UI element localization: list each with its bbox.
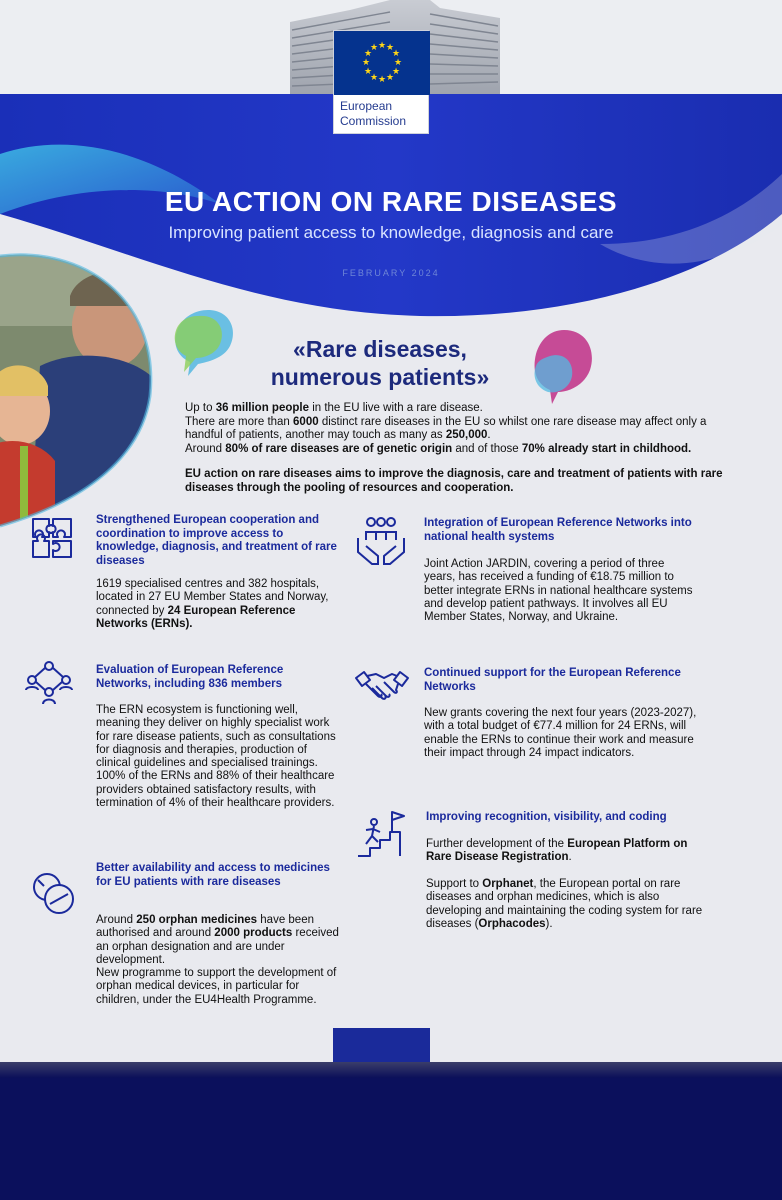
section-title-recognition: Improving recognition, visibility, and coding — [426, 811, 667, 823]
section-title-support: Continued support for the European Reference Networks — [424, 667, 681, 693]
svg-text:★: ★ — [391, 67, 401, 77]
pills-icon — [30, 870, 76, 916]
section-body-integration: Joint Action JARDIN, covering a period of three years, has received a funding of €18.75 million to better integrate ERNs in national healthcare systems and develop patient pathways. It involves all EU Member States, Norway, and Ukraine. — [424, 558, 693, 624]
publication-date: FEBRUARY 2024 — [342, 268, 440, 278]
puzzle-icon — [30, 516, 74, 560]
section-title-evaluation: Evaluation of European Reference Networks, including 836 members — [96, 664, 284, 690]
page-subtitle: Improving patient access to knowledge, diagnosis and care — [168, 223, 614, 242]
network-people-icon — [24, 660, 74, 706]
section-title-medicines: Better availability and access to medicines for EU patients with rare diseases — [96, 862, 330, 888]
svg-text:★: ★ — [377, 75, 387, 85]
logo-text — [340, 99, 426, 129]
page-title: EU ACTION ON RARE DISEASES — [164, 186, 618, 217]
european-commission-logo — [333, 30, 429, 134]
intro-paragraph-3: Around 80% of rare diseases are of genetic origin and of those 70% already start in childhood. — [185, 442, 692, 455]
intro-text — [185, 402, 745, 495]
section-title-strengthened: Strengthened European cooperation and coordination to improve access to knowledge, diagnosis, and treatment of rare diseases — [96, 514, 337, 567]
bottom-band — [0, 1078, 782, 1200]
logo-line-1: European — [340, 99, 393, 113]
svg-text:★: ★ — [385, 43, 395, 53]
section-body-strengthened: 1619 specialised centres and 382 hospitals, located in 27 EU Member States and Norway, connected by 24 European Reference Networks (ERNs). — [96, 578, 329, 630]
family-photo — [0, 236, 160, 536]
speech-bubble-pink-icon — [528, 326, 598, 406]
quote-line-2: numerous patients» — [270, 364, 490, 390]
hands-people-icon — [356, 516, 406, 568]
page-shadow — [0, 1062, 782, 1078]
speech-bubble-green-icon — [168, 306, 240, 378]
svg-text:★: ★ — [361, 58, 371, 68]
section-body-recognition-1: Further development of the European Platform on Rare Disease Registration. — [426, 838, 688, 864]
intro-paragraph-1: Up to 36 million people in the EU live with a rare disease. — [185, 402, 483, 414]
svg-text:★: ★ — [363, 67, 373, 77]
svg-text:★: ★ — [393, 58, 403, 68]
footer-tab — [333, 1028, 430, 1062]
section-title-integration: Integration of European Reference Networks into national health systems — [424, 517, 692, 543]
stairs-flag-icon — [356, 808, 406, 858]
section-body-medicines: Around 250 orphan medicines have been authorised and around 2000 products received an orphan designation and are under development. New programme to support the development of orphan medical devices, in particular for children, under the EU4Health Programme. — [96, 914, 339, 1006]
eu-flag-icon — [334, 31, 430, 95]
logo-line-2: Commission — [340, 114, 407, 128]
svg-text:★: ★ — [363, 49, 373, 59]
quote-line-1: «Rare diseases, — [293, 336, 467, 362]
handshake-icon — [354, 666, 410, 706]
quote-heading — [250, 335, 510, 391]
intro-paragraph-2: There are more than 6000 distinct rare diseases in the EU so whilst one rare disease may affect only a handful of patients, another may touch as many as 250,000. — [185, 415, 707, 441]
intro-paragraph-4: EU action on rare diseases aims to improve the diagnosis, care and treatment of patients with rare diseases through the pooling of resources and cooperation. — [185, 468, 723, 494]
svg-text:★: ★ — [391, 49, 401, 59]
svg-text:★: ★ — [377, 41, 387, 51]
svg-text:★: ★ — [385, 73, 395, 83]
section-body-recognition-2: Support to Orphanet, the European portal on rare diseases and orphan medicines, which is also developing and maintaining the coding system for rare diseases (Orphacodes). — [426, 878, 703, 930]
svg-text:★: ★ — [369, 43, 379, 53]
svg-text:★: ★ — [369, 73, 379, 83]
section-body-evaluation: The ERN ecosystem is functioning well, meaning they deliver on highly specialist work for rare disease patients, such as consultations for diagnosis and therapies, production of clinical guidelines and specialised trainings. 100% of the ERNs and 88% of their healthcare providers obtained satisfactory results, with termination of 4% of their healthcare providers. — [96, 704, 336, 810]
section-body-support: New grants covering the next four years (2023-2027), with a total budget of €77.4 million for 24 ERNs, will enable the ERNs to continue their work and measure their impact through 24 impact indicators. — [424, 707, 697, 759]
